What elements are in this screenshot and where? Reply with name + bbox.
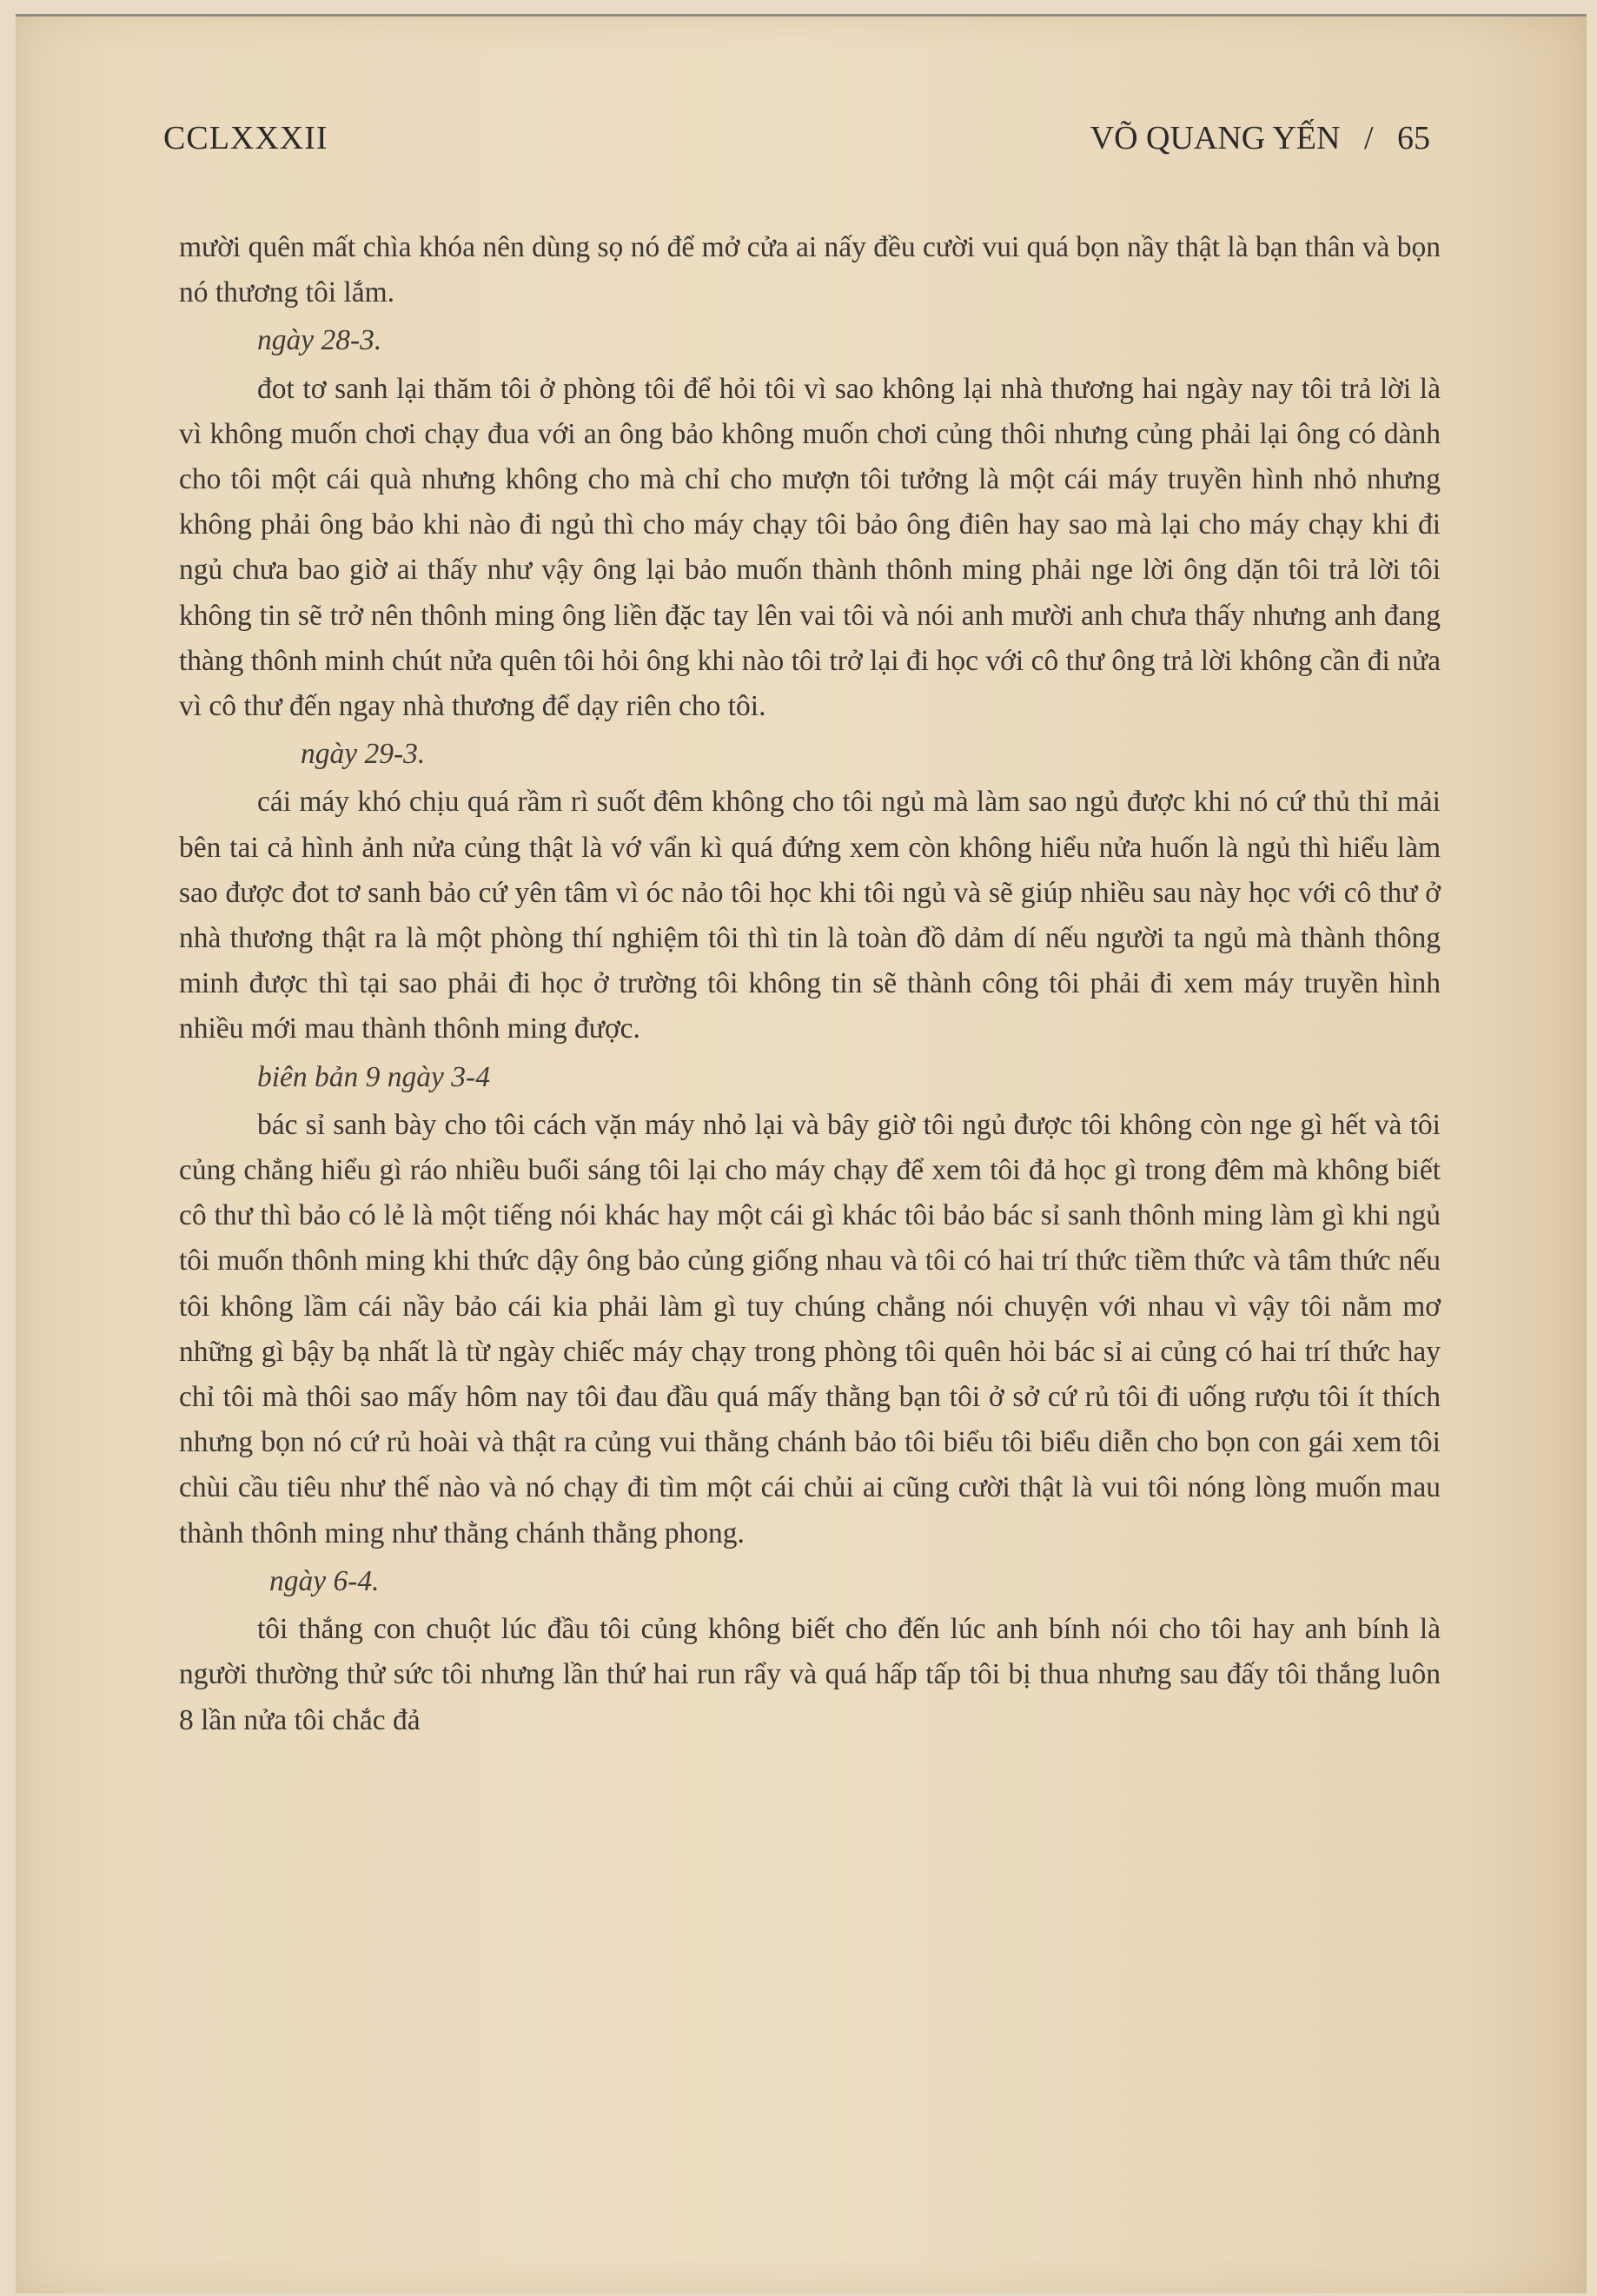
paragraph-29-3: cái máy khó chịu quá rầm rì suốt đêm không cho tôi ngủ mà làm sao ngủ được khi nó cứ thủ thỉ mải bên tai cả hình ảnh nửa củng thật là vớ vẩn kì quá đứng xem còn không hiểu nửa huốn là ngủ thì hiểu làm sao được đot tơ sanh bảo cứ yên tâm vì óc nảo tôi học khi tôi ngủ và sẽ giúp nhiều sau này học với cô thư ở nhà thương thật ra là một phòng thí nghiệm tôi thì tin là toàn đồ dảm dí nếu người ta ngủ mà thành thông minh được thì tại sao phải đi học ở trường tôi không tin sẽ thành công tôi phải đi xem máy truyền hình nhiều mới mau thành thônh ming được. [179, 786, 1441, 1045]
page-number: 65 [1397, 120, 1430, 156]
paragraph-report-9: bác sỉ sanh bày cho tôi cách vặn máy nhỏ lại và bây giờ tôi ngủ được tôi không còn nge gì hết và tôi củng chẳng hiểu gì ráo nhiều buổi sáng tôi lại cho máy chạy để xem tôi đả học gì trong đêm mà không biết cô thư thì bảo có lẻ là một tiếng nói khác hay một cái gì khác tôi bảo bác sỉ sanh thônh ming làm gì khi ngủ tôi muốn thônh ming khi thức dậy ông bảo củng giống nhau và tôi có hai trí thức tiềm thức và tâm thức nếu tôi không lầm cái nầy bảo cái kia phải làm gì tuy chúng chẳng nói chuyện với nhau vì vậy tôi nằm mơ những gì bậy bạ nhất là từ ngày chiếc máy chạy trong phòng tôi quên hỏi bác sỉ ai củng có hai trí thức hay chỉ tôi mà thôi sao mấy hôm nay tôi đau đầu quá mấy thằng bạn tôi ở sở cứ rủ tôi đi uống rượu tôi ít thích nhưng bọn nó cứ rủ hoài và thật ra củng vui thằng chánh bảo tôi biểu tôi biểu diễn cho bọn con gái xem tôi chùi cầu tiêu như thế nào và nó chạy đi tìm một cái chủi ai cũng cười thật là vui tôi nóng lòng muốn mau thành thônh ming như thằng chánh thằng phong. [179, 1108, 1441, 1549]
date-heading-6-4: ngày 6-4. [269, 1564, 380, 1597]
paragraph-6-4: tôi thắng con chuột lúc đầu tôi củng không biết cho đến lúc anh bính nói cho tôi hay anh bính là người thường thử sức tôi nhưng lần thứ hai run rẩy và quá hấp tấp tôi bị thua nhưng sau đấy tôi thắng luôn 8 lần nửa tôi chắc đả [179, 1613, 1441, 1736]
page-header [163, 119, 1430, 163]
header-separator: / [1363, 120, 1374, 156]
book-page [16, 14, 1587, 2293]
paragraph-continued: mười quên mất chìa khóa nên dùng sọ nó để mở cửa ai nấy đều cười vui quá bọn nầy thật là bạn thân và bọn nó thương tôi lắm. [179, 231, 1441, 309]
author-name: VÕ QUANG YẾN [1090, 120, 1341, 156]
date-heading-29-3: ngày 29-3. [301, 738, 426, 771]
date-heading-report-9: biên bản 9 ngày 3-4 [257, 1060, 490, 1093]
date-heading-28-3: ngày 28-3. [257, 324, 382, 357]
header-author-page [1075, 119, 1430, 157]
body-text [179, 225, 1441, 1743]
paragraph-28-3: đot tơ sanh lại thăm tôi ở phòng tôi để hỏi tôi vì sao không lại nhà thương hai ngày nay tôi trả lời là vì không muốn chơi chạy đua với an ông bảo không muốn chơi củng thôi nhưng củng phải lại ông có dành cho tôi một cái quà nhưng không cho mà chỉ cho mượn tôi tưởng là một cái máy truyền hình nhỏ nhưng không phải ông bảo khi nào đi ngủ thì cho máy chạy tôi bảo ông điên hay sao mà lại cho máy chạy khi đi ngủ chưa bao giờ ai thấy như vậy ông lại bảo muốn thành thônh ming phải nge lời ông dặn tôi trả lời tôi không tin sẽ trở nên thônh ming ông liền đặc tay lên vai tôi và nói anh mười anh chưa thấy nhưng anh đang thàng thônh minh chút nửa quên tôi hỏi ông khi nào tôi trở lại đi học với cô thư ông trả lời không cần đi nửa vì cô thư đến ngay nhà thương để dạy riên cho tôi. [179, 372, 1441, 723]
running-head: CCLXXXII [163, 120, 328, 156]
